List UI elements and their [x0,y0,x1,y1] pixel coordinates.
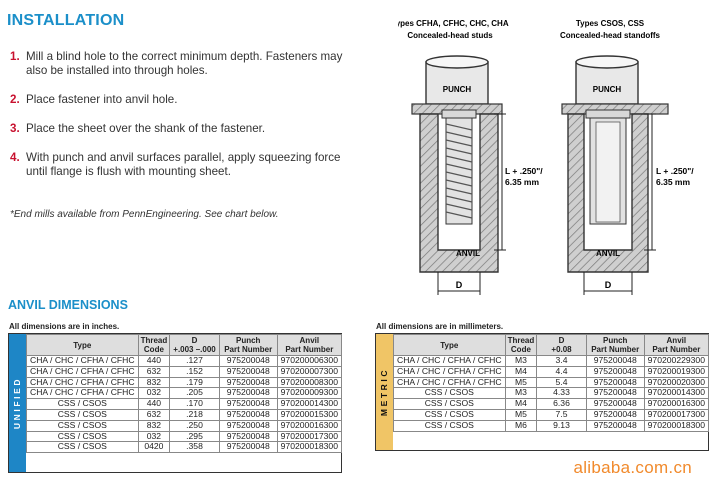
cell-punch: 975200048 [586,366,644,377]
cell-punch: 975200048 [586,388,644,399]
cell-anvil: 970200014300 [644,388,708,399]
step-1 [10,50,350,78]
left-anvil-label: ANVIL [456,249,480,258]
end-mill-note: *End mills available from PennEngineering. See chart below. [10,209,279,220]
cell-punch: 975200048 [219,366,277,377]
cell-anvil: 970200018300 [277,442,341,453]
table-row [394,356,709,367]
table-row [27,442,342,453]
right-standoff [586,110,630,224]
metric-anvil-table [393,334,709,432]
left-depth-label-2: 6.35 mm [505,177,540,187]
unified-units-note: All dimensions are in inches. [9,322,120,331]
cell-anvil: 970200009300 [277,388,341,399]
cell-anvil: 970200018300 [644,420,708,431]
col-d: D +0.08 [537,335,587,356]
left-stud [442,110,476,224]
cell-d: .205 [170,388,220,399]
table-row [394,399,709,410]
table-row [394,377,709,388]
step-text: Place the sheet over the shank of the fastener. [26,122,266,135]
cell-d: .218 [170,409,220,420]
cell-anvil: 970200229300 [644,356,708,367]
step-number: 4. [10,151,20,164]
col-punch: Punch Part Number [219,335,277,356]
right-punch-label: PUNCH [592,85,622,94]
left-depth-label-1: L + .250"/ [505,166,543,176]
col-thread-code: Thread Code [138,335,170,356]
cell-code: 632 [138,366,170,377]
cell-d: .127 [170,356,220,367]
cell-d: .179 [170,377,220,388]
cell-code: M4 [505,399,537,410]
cell-type: CSS / CSOS [27,399,139,410]
installation-diagram [398,10,698,300]
cell-punch: 975200048 [219,431,277,442]
cell-anvil: 970200007300 [277,366,341,377]
table-row [27,431,342,442]
metric-band [376,334,393,450]
step-text: With punch and anvil surfaces parallel, apply squeezing force until flange is flush with mounting sheet. [26,151,341,178]
unified-band [9,334,26,472]
cell-punch: 975200048 [219,377,277,388]
cell-type: CSS / CSOS [27,431,139,442]
unified-anvil-table [26,334,342,453]
cell-anvil: 970200008300 [277,377,341,388]
cell-anvil: 970200017300 [644,409,708,420]
table-row [27,409,342,420]
diagram-svg [398,10,698,300]
table-row [27,377,342,388]
table-header-row [394,335,709,356]
table-row [27,388,342,399]
table-row [27,420,342,431]
cell-anvil: 970200016300 [644,399,708,410]
cell-punch: 975200048 [586,409,644,420]
right-diagram-title: Types CSOS, CSS [575,19,645,28]
left-punch [426,56,488,104]
step-text: Mill a blind hole to the correct minimum depth. Fasteners may also be installed into through holes. [26,50,343,77]
left-diagram-subtitle: Concealed-head studs [407,31,493,40]
cell-type: CHA / CHC / CFHA / CFHC [27,366,139,377]
step-number: 2. [10,93,20,106]
cell-d: 6.36 [537,399,587,410]
cell-type: CHA / CHC / CFHA / CFHC [394,366,506,377]
cell-d: .250 [170,420,220,431]
cell-code: 032 [138,431,170,442]
table-row [394,366,709,377]
cell-code: 0420 [138,442,170,453]
col-punch: Punch Part Number [586,335,644,356]
step-2 [10,93,350,107]
cell-type: CSS / CSOS [394,420,506,431]
cell-type: CHA / CHC / CFHA / CFHC [394,377,506,388]
step-number: 1. [10,50,20,63]
cell-d: 3.4 [537,356,587,367]
anvil-dimensions-title: ANVIL DIMENSIONS [8,298,128,312]
cell-anvil: 970200019300 [644,366,708,377]
table-row [27,399,342,410]
cell-code: M3 [505,356,537,367]
cell-code: M4 [505,366,537,377]
cell-punch: 975200048 [586,377,644,388]
cell-d: 9.13 [537,420,587,431]
col-anvil: Anvil Part Number [644,335,708,356]
cell-type: CHA / CHC / CFHA / CFHC [27,377,139,388]
cell-anvil: 970200017300 [277,431,341,442]
cell-d: 4.4 [537,366,587,377]
col-d: D +.003 –.000 [170,335,220,356]
table-header-row [27,335,342,356]
step-4 [10,151,350,179]
metric-band-label: METRIC [379,367,390,417]
cell-anvil: 970200020300 [644,377,708,388]
cell-punch: 975200048 [219,442,277,453]
step-text: Place fastener into anvil hole. [26,93,178,106]
cell-type: CHA / CHC / CFHA / CFHC [27,388,139,399]
cell-code: 440 [138,399,170,410]
left-diagram-title: Types CFHA, CFHC, CHC, CHA [398,19,509,28]
cell-anvil: 970200015300 [277,409,341,420]
cell-d: 5.4 [537,377,587,388]
cell-code: M3 [505,388,537,399]
cell-anvil: 970200016300 [277,420,341,431]
cell-type: CHA / CHC / CFHA / CFHC [27,356,139,367]
right-depth-label-2: 6.35 mm [656,177,691,187]
unified-table-panel [8,333,342,473]
cell-punch: 975200048 [219,356,277,367]
cell-punch: 975200048 [219,420,277,431]
cell-code: M6 [505,420,537,431]
cell-type: CHA / CHC / CFHA / CFHC [394,356,506,367]
table-row [27,366,342,377]
cell-code: M5 [505,377,537,388]
cell-code: 832 [138,377,170,388]
right-punch [576,56,638,104]
table-row [394,420,709,431]
col-thread-code: Thread Code [505,335,537,356]
cell-anvil: 970200006300 [277,356,341,367]
cell-punch: 975200048 [219,388,277,399]
cell-code: 440 [138,356,170,367]
cell-d: .358 [170,442,220,453]
col-type: Type [27,335,139,356]
table-row [27,356,342,367]
table-row [394,388,709,399]
metric-table-panel [375,333,709,451]
cell-d: .170 [170,399,220,410]
cell-d: 4.33 [537,388,587,399]
watermark: alibaba.com.cn [573,458,692,477]
cell-type: CSS / CSOS [394,388,506,399]
cell-punch: 975200048 [219,409,277,420]
cell-type: CSS / CSOS [27,442,139,453]
cell-anvil: 970200014300 [277,399,341,410]
right-diagram-subtitle: Concealed-head standoffs [559,31,661,40]
metric-units-note: All dimensions are in millimeters. [376,322,504,331]
col-anvil: Anvil Part Number [277,335,341,356]
left-diameter-label: D [455,280,463,290]
cell-d: 7.5 [537,409,587,420]
cell-code: 032 [138,388,170,399]
cell-code: M5 [505,409,537,420]
cell-type: CSS / CSOS [27,409,139,420]
cell-type: CSS / CSOS [394,399,506,410]
step-number: 3. [10,122,20,135]
cell-punch: 975200048 [586,399,644,410]
cell-punch: 975200048 [586,356,644,367]
installation-title: INSTALLATION [7,12,125,29]
left-punch-label: PUNCH [442,85,472,94]
right-depth-label-1: L + .250"/ [656,166,694,176]
cell-punch: 975200048 [219,399,277,410]
cell-code: 632 [138,409,170,420]
right-diameter-label: D [604,280,612,290]
table-row [394,409,709,420]
cell-punch: 975200048 [586,420,644,431]
cell-type: CSS / CSOS [27,420,139,431]
unified-band-label: UNIFIED [12,376,23,430]
installation-steps [10,50,350,194]
cell-d: .152 [170,366,220,377]
cell-code: 832 [138,420,170,431]
cell-type: CSS / CSOS [394,409,506,420]
step-3 [10,122,350,136]
right-anvil-label: ANVIL [596,249,620,258]
col-type: Type [394,335,506,356]
cell-d: .295 [170,431,220,442]
